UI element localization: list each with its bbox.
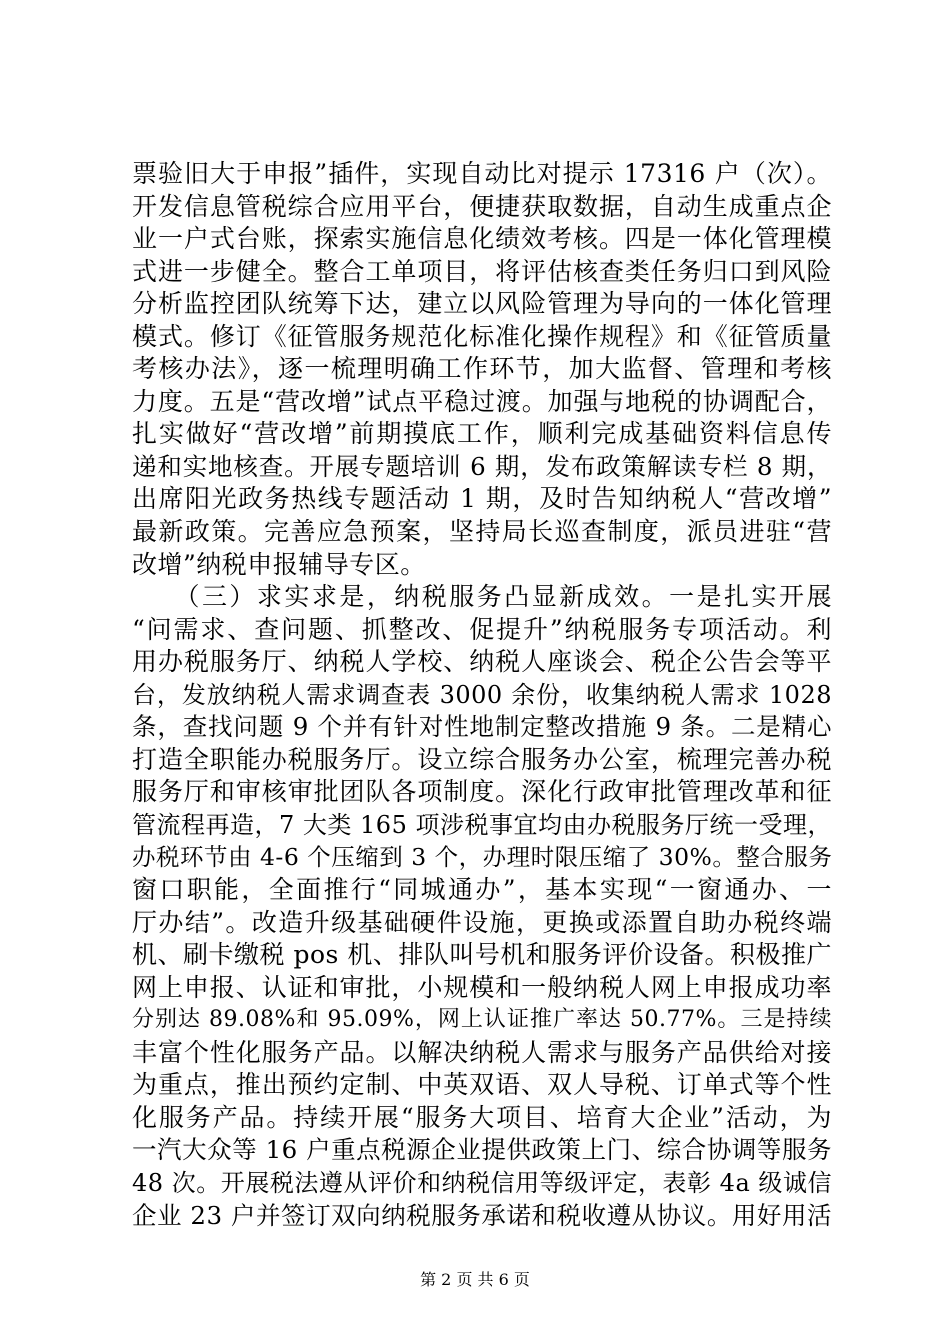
text-line: 为重点，推出预约定制、中英双语、双人导税、订单式等个性: [132, 1070, 832, 1100]
text-line: 网上申报、认证和审批，小规模和一般纳税人网上申报成功率: [132, 972, 832, 1002]
text-line: 考核办法》，逐一梳理明确工作环节，加大监督、管理和考核: [132, 354, 832, 384]
text-line: “问需求、查问题、抓整改、促提升”纳税服务专项活动。利: [132, 614, 832, 644]
text-line: 扎实做好“营改增”前期摸底工作，顺利完成基础资料信息传: [132, 419, 832, 449]
text-line: 分析监控团队统筹下达，建立以风险管理为导向的一体化管理: [132, 289, 832, 319]
text-line: 机、刷卡缴税 pos 机、排队叫号机和服务评价设备。积极推广: [132, 940, 832, 970]
text-line: 条，查找问题 9 个并有针对性地制定整改措施 9 条。二是精心: [132, 712, 832, 742]
text-line: 厅办结”。改造升级基础硬件设施，更换或添置自助办税终端: [132, 907, 832, 937]
text-line: 出席阳光政务热线专题活动 1 期，及时告知纳税人“营改增”: [132, 484, 832, 514]
text-line: 业一户式台账，探索实施信息化绩效考核。四是一体化管理模: [132, 224, 832, 254]
text-line: 丰富个性化服务产品。以解决纳税人需求与服务产品供给对接: [132, 1037, 832, 1067]
page-footer: 第 2 页 共 6 页: [420, 1270, 530, 1289]
paragraph-first-line: （三）求实求是，纳税服务凸显新成效。一是扎实开展: [132, 582, 832, 612]
text-line: 递和实地核查。开展专题培训 6 期，发布政策解读专栏 8 期，: [132, 451, 832, 481]
text-line: 打造全职能办税服务厅。设立综合服务办公室，梳理完善办税: [132, 744, 832, 774]
text-line: 化服务产品。持续开展“服务大项目、培育大企业”活动，为: [132, 1102, 832, 1132]
text-line: 用办税服务厅、纳税人学校、纳税人座谈会、税企公告会等平: [132, 647, 832, 677]
text-line: 力度。五是“营改增”试点平稳过渡。加强与地税的协调配合，: [132, 386, 832, 416]
text-line: 48 次。开展税法遵从评价和纳税信用等级评定，表彰 4a 级诚信: [132, 1168, 832, 1197]
paragraph-last-line: 改增”纳税申报辅导专区。: [132, 549, 426, 579]
text-line: 服务厅和审核审批团队各项制度。深化行政审批管理改革和征: [132, 777, 832, 807]
text-line: 办税环节由 4-6 个压缩到 3 个，办理时限压缩了 30%。整合服务: [132, 843, 833, 872]
text-line: 管流程再造，7 大类 165 项涉税事宜均由办税服务厅统一受理，: [132, 810, 832, 839]
text-line: 最新政策。完善应急预案，坚持局长巡查制度，派员进驻“营: [132, 517, 832, 547]
text-line: 一汽大众等 16 户重点税源企业提供政策上门、综合协调等服务: [132, 1135, 832, 1165]
text-line: 票验旧大于申报”插件，实现自动比对提示 17316 户（次）。: [132, 159, 832, 188]
text-line: 窗口职能，全面推行“同城通办”，基本实现“一窗通办、一: [132, 875, 832, 905]
text-line: 台，发放纳税人需求调查表 3000 余份，收集纳税人需求 1028: [132, 680, 832, 709]
text-line: 开发信息管税综合应用平台，便捷获取数据，自动生成重点企: [132, 191, 832, 221]
text-line: 模式。修订《征管服务规范化标准化操作规程》和《征管质量: [132, 321, 832, 351]
text-line: 式进一步健全。整合工单项目，将评估核查类任务归口到风险: [132, 256, 832, 286]
body-text: [132, 158, 832, 1232]
text-line: 企业 23 户并签订双向纳税服务承诺和税收遵从协议。用好用活: [132, 1200, 832, 1230]
text-line: 分别达 89.08%和 95.09%，网上认证推广率达 50.77%。三是持续: [132, 1007, 832, 1033]
